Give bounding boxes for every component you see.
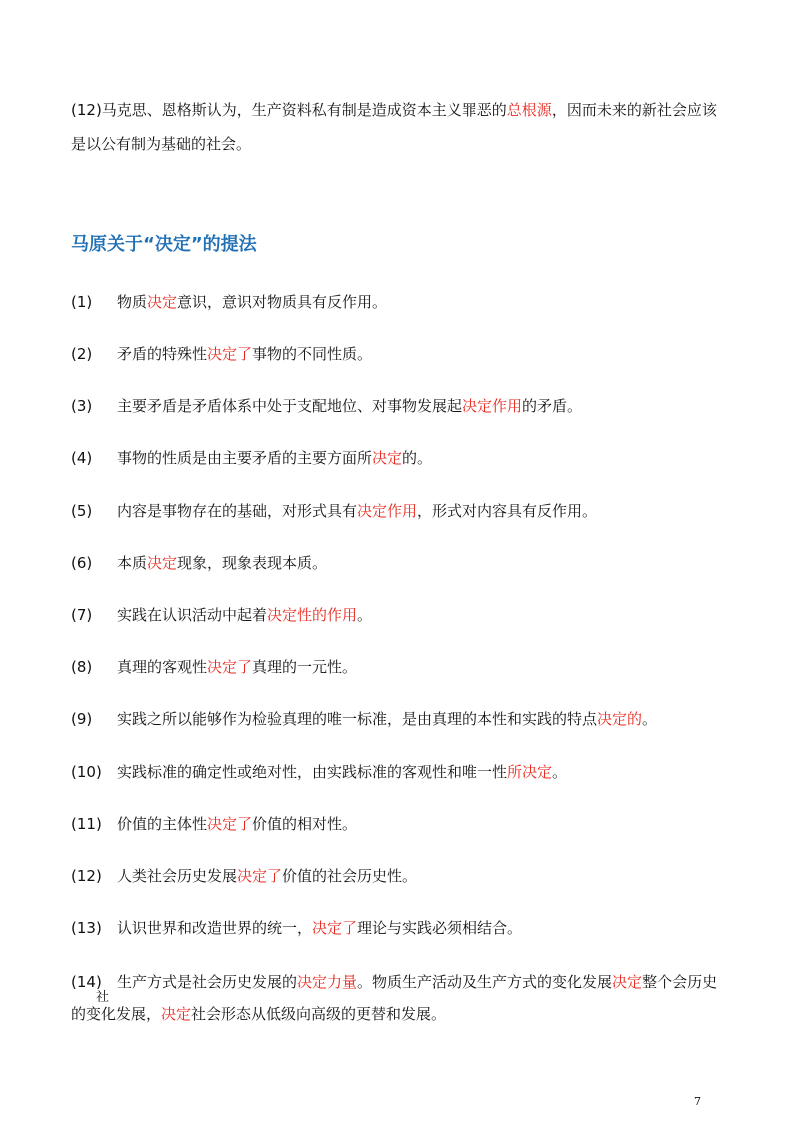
list-item-text: 事物的性质是由主要矛盾的主要方面所	[117, 449, 373, 467]
page-number: 7	[694, 1095, 701, 1108]
list-item-number: (10)	[71, 763, 102, 781]
highlight-text: 决定性的作用	[267, 606, 358, 624]
list-item-text: 物质	[117, 293, 148, 311]
list-item	[71, 499, 731, 523]
list-item-number: (6)	[71, 554, 93, 572]
list-item	[71, 707, 731, 731]
list-item-text: 真理的一元性。	[252, 658, 358, 676]
list-item-text: 整个会历史的变化发展，	[71, 973, 718, 1023]
list-item-text: 内容是事物存在的基础，对形式具有	[117, 502, 358, 520]
highlight-text: 决定了	[312, 919, 358, 937]
list-item-text: 现象，现象表现本质。	[177, 554, 328, 572]
list-item-number: (2)	[71, 345, 93, 363]
list-item-number: (7)	[71, 606, 93, 624]
list-item-text: 。	[552, 763, 568, 781]
list-item	[71, 812, 731, 836]
stray-character: 社	[96, 990, 110, 1005]
highlight-text: 决定的	[597, 710, 643, 728]
list-item-text: 的矛盾。	[522, 397, 583, 415]
intro-highlight: 总根源	[506, 101, 552, 119]
list-item-text: 的。	[402, 449, 433, 467]
list-item-text: 主要矛盾是矛盾体系中处于支配地位、对事物发展起	[117, 397, 463, 415]
list-item-text: 实践标准的确定性或绝对性，由实践标准的客观性和唯一性	[117, 763, 508, 781]
highlight-text: 决定了	[207, 658, 253, 676]
list-item-text: 意识，意识对物质具有反作用。	[177, 293, 388, 311]
list-item-number: (1)	[71, 293, 93, 311]
list-item	[71, 864, 731, 888]
list-item-text: 价值的主体性	[117, 815, 208, 833]
highlight-text: 决定	[161, 1005, 192, 1023]
list-item-text: 认识世界和改造世界的统一，	[117, 919, 313, 937]
list-item-number: (12)	[71, 867, 102, 885]
list-item	[71, 603, 731, 627]
list-item-text: 社会形态从低级向高级的更替和发展。	[191, 1005, 447, 1023]
list-item-text: 事物的不同性质。	[252, 345, 373, 363]
highlight-text: 决定了	[207, 345, 253, 363]
list-item-text: 价值的相对性。	[252, 815, 358, 833]
intro-text-before: (12)马克思、恩格斯认为，生产资料私有制是造成资本主义罪恶的	[71, 101, 507, 119]
list-item	[71, 394, 731, 418]
highlight-text: 决定	[147, 554, 178, 572]
list-item-text: 。	[642, 710, 658, 728]
list-item-number: (5)	[71, 502, 93, 520]
list-item-text: 真理的客观性	[117, 658, 208, 676]
list-item-text: 人类社会历史发展	[117, 867, 238, 885]
list-item-number: (9)	[71, 710, 93, 728]
highlight-text: 决定	[372, 449, 403, 467]
highlight-text: 决定作用	[357, 502, 418, 520]
highlight-text: 所决定	[507, 763, 553, 781]
list-item	[71, 760, 731, 784]
list-item	[71, 655, 731, 679]
list-item-text: ，形式对内容具有反作用。	[417, 502, 598, 520]
list-item-text: 。	[357, 606, 373, 624]
list-item-text: 价值的社会历史性。	[282, 867, 418, 885]
list-item-text: 生产方式是社会历史发展的	[117, 973, 298, 991]
list-item-number: (14)	[71, 973, 102, 991]
list-item-number: (8)	[71, 658, 93, 676]
list-item-text: 。物质生产活动及生产方式的变化发展	[357, 973, 613, 991]
highlight-text: 决定力量	[297, 973, 358, 991]
list-item-text: 实践在认识活动中起着	[117, 606, 268, 624]
list-item	[71, 966, 731, 1030]
list-item	[71, 916, 731, 940]
highlight-text: 决定	[147, 293, 178, 311]
list-item-number: (13)	[71, 919, 102, 937]
highlight-text: 决定了	[237, 867, 283, 885]
list-item-number: (3)	[71, 397, 93, 415]
list-item	[71, 446, 731, 470]
list-item-text: 理论与实践必须相结合。	[357, 919, 523, 937]
list-item-text: 实践之所以能够作为检验真理的唯一标准，是由真理的本性和实践的特点	[117, 710, 598, 728]
highlight-text: 决定	[612, 973, 643, 991]
section-title: 马原关于“决定”的提法	[71, 234, 257, 255]
intro-paragraph	[71, 93, 731, 161]
highlight-text: 决定作用	[462, 397, 523, 415]
list-item-number: (11)	[71, 815, 102, 833]
intro-text-after: ，因而未来的新社会应该是以公有制为基础的社会。	[71, 101, 717, 153]
highlight-text: 决定了	[207, 815, 253, 833]
list-item-text: 矛盾的特殊性	[117, 345, 208, 363]
list-item-number: (4)	[71, 449, 93, 467]
list-item	[71, 290, 731, 314]
list-item	[71, 342, 731, 366]
list-item	[71, 551, 731, 575]
list-item-text: 本质	[117, 554, 148, 572]
